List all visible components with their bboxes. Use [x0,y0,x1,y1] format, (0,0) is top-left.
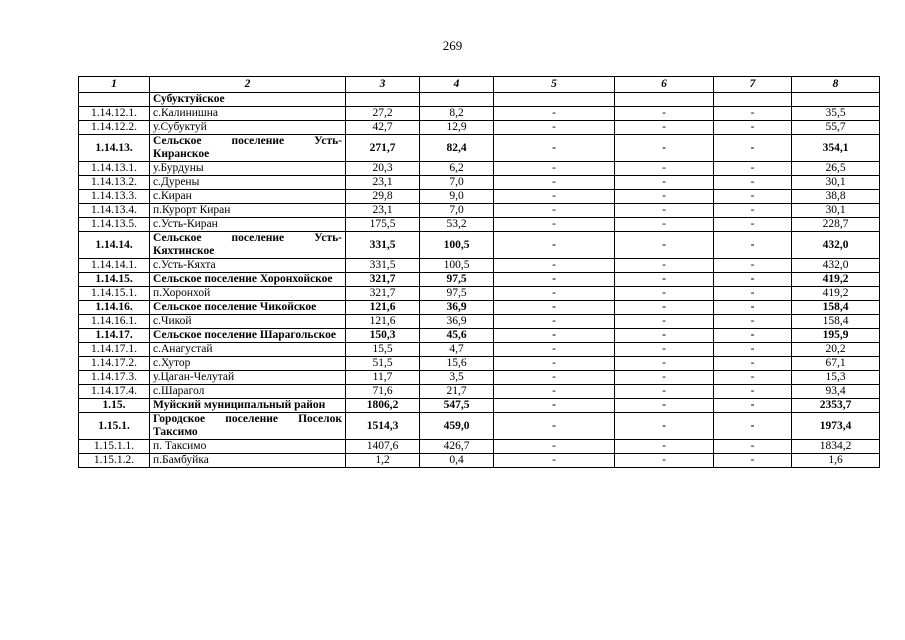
table-row [79,135,880,162]
value-cell-8: 195,9 [792,329,880,343]
value-cell-4: 36,9 [420,315,494,329]
table-row [79,162,880,176]
column-header-2: 2 [150,77,346,93]
value-cell-8 [792,93,880,107]
table-row [79,329,880,343]
name-cell: у.Цаган-Челутай [150,371,346,385]
value-cell-3: 42,7 [346,121,420,135]
value-cell-7: - [714,357,792,371]
value-cell-6: - [615,121,714,135]
code-cell: 1.14.13. [79,135,150,162]
value-cell-4: 82,4 [420,135,494,162]
name-cell: Сельское поселение Усть-Кяхтинское [150,232,346,259]
code-cell: 1.14.12.1. [79,107,150,121]
value-cell-8: 15,3 [792,371,880,385]
value-cell-6: - [615,176,714,190]
value-cell-6: - [615,343,714,357]
table-row [79,343,880,357]
column-header-8: 8 [792,77,880,93]
value-cell-3: 27,2 [346,107,420,121]
value-cell-7 [714,93,792,107]
value-cell-6: - [615,454,714,468]
name-cell: Субуктуйское [150,93,346,107]
code-cell: 1.14.17.3. [79,371,150,385]
name-cell: Муйский муниципальный район [150,399,346,413]
name-cell: у.Субуктуй [150,121,346,135]
value-cell-8: 419,2 [792,287,880,301]
value-cell-4: 3,5 [420,371,494,385]
value-cell-3: 175,5 [346,218,420,232]
value-cell-6: - [615,385,714,399]
value-cell-6: - [615,273,714,287]
value-cell-5: - [494,107,615,121]
value-cell-7: - [714,413,792,440]
value-cell-7: - [714,273,792,287]
value-cell-8: 1973,4 [792,413,880,440]
code-cell: 1.14.15. [79,273,150,287]
column-header-7: 7 [714,77,792,93]
table-row [79,259,880,273]
value-cell-3: 321,7 [346,273,420,287]
name-cell: п. Таксимо [150,440,346,454]
table-row [79,232,880,259]
value-cell-7: - [714,135,792,162]
value-cell-6: - [615,135,714,162]
value-cell-8: 67,1 [792,357,880,371]
value-cell-6: - [615,357,714,371]
value-cell-3: 331,5 [346,259,420,273]
value-cell-5: - [494,343,615,357]
value-cell-4: 0,4 [420,454,494,468]
table-row [79,190,880,204]
value-cell-5: - [494,399,615,413]
value-cell-4: 100,5 [420,232,494,259]
code-cell: 1.14.16. [79,301,150,315]
value-cell-5: - [494,315,615,329]
value-cell-5: - [494,121,615,135]
name-cell: п.Курорт Киран [150,204,346,218]
value-cell-3: 1806,2 [346,399,420,413]
code-cell [79,93,150,107]
value-cell-6: - [615,107,714,121]
page-number: 269 [442,38,463,53]
value-cell-8: 432,0 [792,259,880,273]
value-cell-4 [420,93,494,107]
code-cell: 1.14.17.2. [79,357,150,371]
code-cell: 1.14.16.1. [79,315,150,329]
value-cell-5: - [494,135,615,162]
column-header-1: 1 [79,77,150,93]
value-cell-6: - [615,162,714,176]
value-cell-6: - [615,232,714,259]
code-cell: 1.14.17.4. [79,385,150,399]
value-cell-7: - [714,329,792,343]
value-cell-5: - [494,162,615,176]
code-cell: 1.14.17.1. [79,343,150,357]
value-cell-6: - [615,218,714,232]
name-cell: с.Чикой [150,315,346,329]
code-cell: 1.15.1. [79,413,150,440]
table-row [79,385,880,399]
value-cell-4: 459,0 [420,413,494,440]
code-cell: 1.14.12.2. [79,121,150,135]
value-cell-4: 7,0 [420,204,494,218]
value-cell-6: - [615,329,714,343]
value-cell-3: 29,8 [346,190,420,204]
value-cell-8: 30,1 [792,204,880,218]
table-row [79,273,880,287]
name-cell: Сельское поселение Усть-Киранское [150,135,346,162]
table-row [79,121,880,135]
value-cell-5: - [494,440,615,454]
value-cell-8: 30,1 [792,176,880,190]
name-cell: Сельское поселение Шарагольское [150,329,346,343]
column-header-4: 4 [420,77,494,93]
value-cell-5: - [494,232,615,259]
value-cell-4: 7,0 [420,176,494,190]
value-cell-3 [346,93,420,107]
value-cell-4: 97,5 [420,287,494,301]
value-cell-3: 121,6 [346,315,420,329]
value-cell-4: 12,9 [420,121,494,135]
value-cell-4: 100,5 [420,259,494,273]
value-cell-4: 97,5 [420,273,494,287]
table-row [79,93,880,107]
value-cell-6: - [615,399,714,413]
table-row [79,454,880,468]
name-cell: Городское поселение Поселок Таксимо [150,413,346,440]
value-cell-8: 26,5 [792,162,880,176]
table-row [79,301,880,315]
code-cell: 1.15.1.1. [79,440,150,454]
value-cell-7: - [714,162,792,176]
name-cell: с.Анагустай [150,343,346,357]
value-cell-4: 36,9 [420,301,494,315]
name-cell: с.Шарагол [150,385,346,399]
value-cell-3: 1,2 [346,454,420,468]
value-cell-7: - [714,343,792,357]
table-row [79,315,880,329]
name-cell: у.Бурдуны [150,162,346,176]
value-cell-3: 11,7 [346,371,420,385]
value-cell-4: 4,7 [420,343,494,357]
value-cell-7: - [714,287,792,301]
code-cell: 1.14.13.4. [79,204,150,218]
value-cell-4: 9,0 [420,190,494,204]
value-cell-7: - [714,259,792,273]
code-cell: 1.14.13.3. [79,190,150,204]
name-cell: п.Бамбуйка [150,454,346,468]
table-body [79,93,880,468]
value-cell-5: - [494,454,615,468]
table-row [79,399,880,413]
value-cell-6: - [615,259,714,273]
value-cell-8: 228,7 [792,218,880,232]
code-cell: 1.15. [79,399,150,413]
value-cell-3: 1407,6 [346,440,420,454]
value-cell-4: 426,7 [420,440,494,454]
value-cell-7: - [714,399,792,413]
data-table [78,76,880,468]
value-cell-6: - [615,204,714,218]
value-cell-5: - [494,357,615,371]
table-row [79,440,880,454]
value-cell-8: 158,4 [792,315,880,329]
table-row [79,357,880,371]
value-cell-4: 6,2 [420,162,494,176]
value-cell-3: 121,6 [346,301,420,315]
value-cell-5: - [494,413,615,440]
value-cell-8: 1834,2 [792,440,880,454]
value-cell-6: - [615,301,714,315]
value-cell-4: 15,6 [420,357,494,371]
value-cell-3: 71,6 [346,385,420,399]
value-cell-4: 53,2 [420,218,494,232]
code-cell: 1.14.13.1. [79,162,150,176]
code-cell: 1.14.14.1. [79,259,150,273]
value-cell-7: - [714,218,792,232]
value-cell-4: 8,2 [420,107,494,121]
value-cell-3: 20,3 [346,162,420,176]
name-cell: с.Киран [150,190,346,204]
value-cell-5: - [494,190,615,204]
value-cell-3: 15,5 [346,343,420,357]
value-cell-8: 419,2 [792,273,880,287]
value-cell-5 [494,93,615,107]
value-cell-7: - [714,385,792,399]
value-cell-7: - [714,190,792,204]
name-cell: Сельское поселение Чикойское [150,301,346,315]
value-cell-6: - [615,287,714,301]
value-cell-5: - [494,287,615,301]
value-cell-7: - [714,232,792,259]
value-cell-3: 23,1 [346,176,420,190]
table-header-row [79,77,880,93]
value-cell-4: 21,7 [420,385,494,399]
value-cell-5: - [494,176,615,190]
value-cell-8: 432,0 [792,232,880,259]
value-cell-3: 271,7 [346,135,420,162]
value-cell-7: - [714,301,792,315]
value-cell-6: - [615,315,714,329]
code-cell: 1.14.13.5. [79,218,150,232]
value-cell-7: - [714,176,792,190]
value-cell-6 [615,93,714,107]
code-cell: 1.15.1.2. [79,454,150,468]
value-cell-8: 354,1 [792,135,880,162]
table-row [79,176,880,190]
value-cell-8: 35,5 [792,107,880,121]
value-cell-7: - [714,315,792,329]
value-cell-4: 547,5 [420,399,494,413]
column-header-5: 5 [494,77,615,93]
code-cell: 1.14.17. [79,329,150,343]
value-cell-8: 2353,7 [792,399,880,413]
value-cell-7: - [714,107,792,121]
value-cell-6: - [615,440,714,454]
value-cell-8: 20,2 [792,343,880,357]
table-row [79,218,880,232]
value-cell-5: - [494,385,615,399]
value-cell-7: - [714,121,792,135]
value-cell-8: 38,8 [792,190,880,204]
name-cell: с.Дурены [150,176,346,190]
code-cell: 1.14.13.2. [79,176,150,190]
value-cell-3: 51,5 [346,357,420,371]
value-cell-7: - [714,371,792,385]
table-row [79,204,880,218]
value-cell-7: - [714,440,792,454]
value-cell-8: 1,6 [792,454,880,468]
value-cell-3: 150,3 [346,329,420,343]
value-cell-5: - [494,259,615,273]
value-cell-5: - [494,218,615,232]
table-row [79,287,880,301]
value-cell-6: - [615,190,714,204]
name-cell: Сельское поселение Хоронхойское [150,273,346,287]
name-cell: с.Усть-Кяхта [150,259,346,273]
value-cell-8: 55,7 [792,121,880,135]
column-header-6: 6 [615,77,714,93]
value-cell-8: 158,4 [792,301,880,315]
value-cell-5: - [494,329,615,343]
name-cell: с.Калинишна [150,107,346,121]
value-cell-8: 93,4 [792,385,880,399]
value-cell-5: - [494,301,615,315]
value-cell-6: - [615,413,714,440]
name-cell: с.Хутор [150,357,346,371]
value-cell-6: - [615,371,714,385]
value-cell-7: - [714,204,792,218]
code-cell: 1.14.14. [79,232,150,259]
table-row [79,413,880,440]
value-cell-5: - [494,371,615,385]
code-cell: 1.14.15.1. [79,287,150,301]
value-cell-3: 1514,3 [346,413,420,440]
value-cell-5: - [494,273,615,287]
value-cell-3: 331,5 [346,232,420,259]
value-cell-4: 45,6 [420,329,494,343]
name-cell: п.Хоронхой [150,287,346,301]
value-cell-5: - [494,204,615,218]
value-cell-7: - [714,454,792,468]
value-cell-3: 23,1 [346,204,420,218]
name-cell: с.Усть-Киран [150,218,346,232]
table-row [79,371,880,385]
column-header-3: 3 [346,77,420,93]
value-cell-3: 321,7 [346,287,420,301]
table-row [79,107,880,121]
